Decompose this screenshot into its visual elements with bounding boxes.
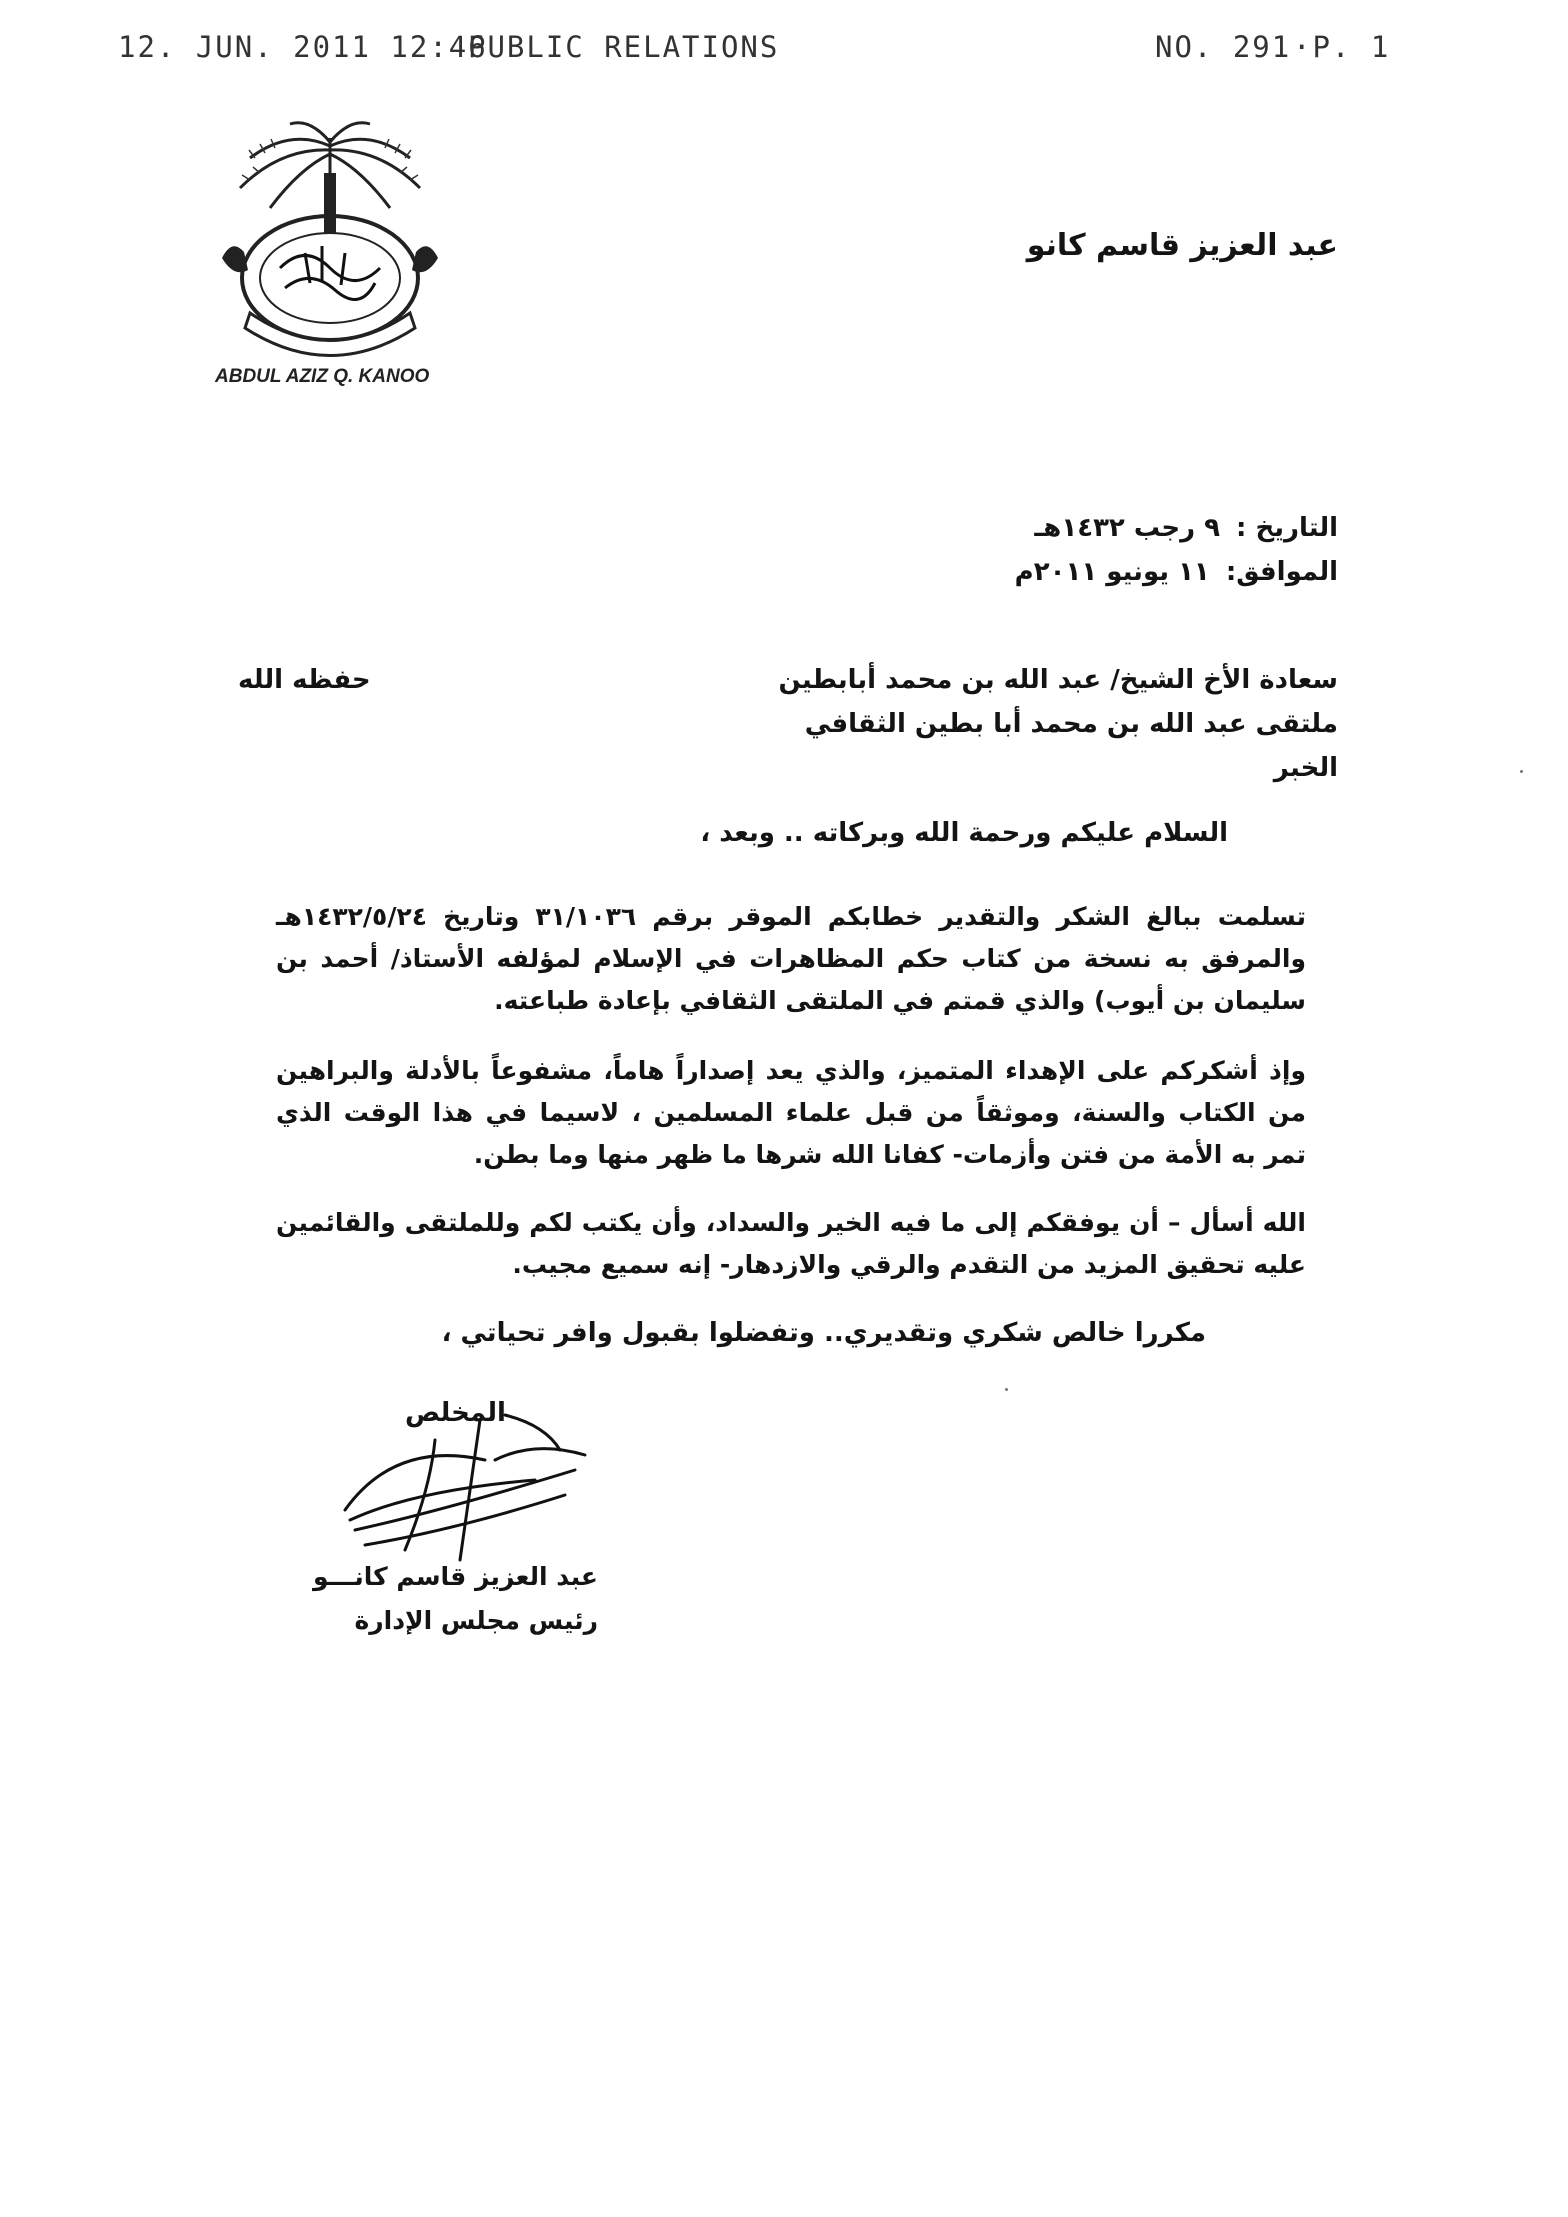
closing-line: مكررا خالص شكري وتقديري.. وتفضلوا بقبول وافر تحياتي ، [441,1318,1206,1348]
letterhead-caption: ABDUL AZIZ Q. KANOO [215,366,430,387]
fax-number: NO. 291 [1155,30,1292,64]
sender-name-arabic: عبد العزيز قاسم كانو [1026,228,1338,263]
hijri-label: التاريخ : [1236,513,1338,543]
scan-speck [1005,1388,1008,1391]
body-paragraph-3: الله أسأل – أن يوفقكم إلى ما فيه الخير والسداد، وأن يكتب لكم وللملتقى والقائمين عليه تحقيق المزيد من التقدم والرقي والازدهار- إنه سميع مجيب. [276,1208,1306,1279]
handwritten-signature [335,1400,605,1570]
body-paragraph-1: تسلمت ببالغ الشكر والتقدير خطابكم الموقر برقم ٣١/١٠٣٦ وتاريخ ١٤٣٢/٥/٢٤هـ والمرفق به نسخة من كتاب حكم المظاهرات في الإسلام لمؤلفه الأستاذ/ أحمد بن سليمان بن أيوب) والذي قمتم في الملتقى الثقافي بإعادة طباعته. [276,902,1306,1015]
hijri-date: ٩ رجب ١٤٣٢هـ [1034,513,1221,543]
salutation: السلام عليكم ورحمة الله وبركاته .. وبعد ، [700,818,1228,848]
gregorian-date: ١١ يونيو ٢٠١١م [1014,557,1210,587]
fax-datetime: 12. JUN. 2011 12:46 [118,30,488,64]
body-paragraph-2: وإذ أشكركم على الإهداء المتميز، والذي يعد إصداراً هاماً، مشفوعاً بالأدلة والبراهين من الكتاب والسنة، وموثقاً من قبل علماء المسلمين ، لاسيما في هذا الوقت الذي تمر به الأمة من فتن وأزمات- كفانا الله شرها ما ظهر منها وما بطن. [276,1056,1306,1169]
signer-title: رئيس مجلس الإدارة [354,1606,598,1635]
fax-page: ·P. 1 [1293,30,1391,64]
signoff: المخلص [405,1398,506,1428]
fax-department: PUBLIC RELATIONS [468,30,780,64]
recipient-block [238,658,1338,790]
scan-speck [1520,770,1523,773]
recipient-honorific: حفظه الله [238,665,371,695]
company-logo [210,118,450,358]
gregorian-label: الموافق: [1225,557,1338,587]
signer-name: عبد العزيز قاسم كانـــو [313,1562,598,1591]
recipient-organization: ملتقى عبد الله بن محمد أبا بطين الثقافي [804,709,1338,739]
signer-block [298,1555,598,1643]
date-block [858,506,1338,594]
recipient-name: سعادة الأخ الشيخ/ عبد الله بن محمد أبابطين [778,665,1338,695]
recipient-city: الخبر [1273,753,1338,783]
fax-header [0,30,1568,74]
